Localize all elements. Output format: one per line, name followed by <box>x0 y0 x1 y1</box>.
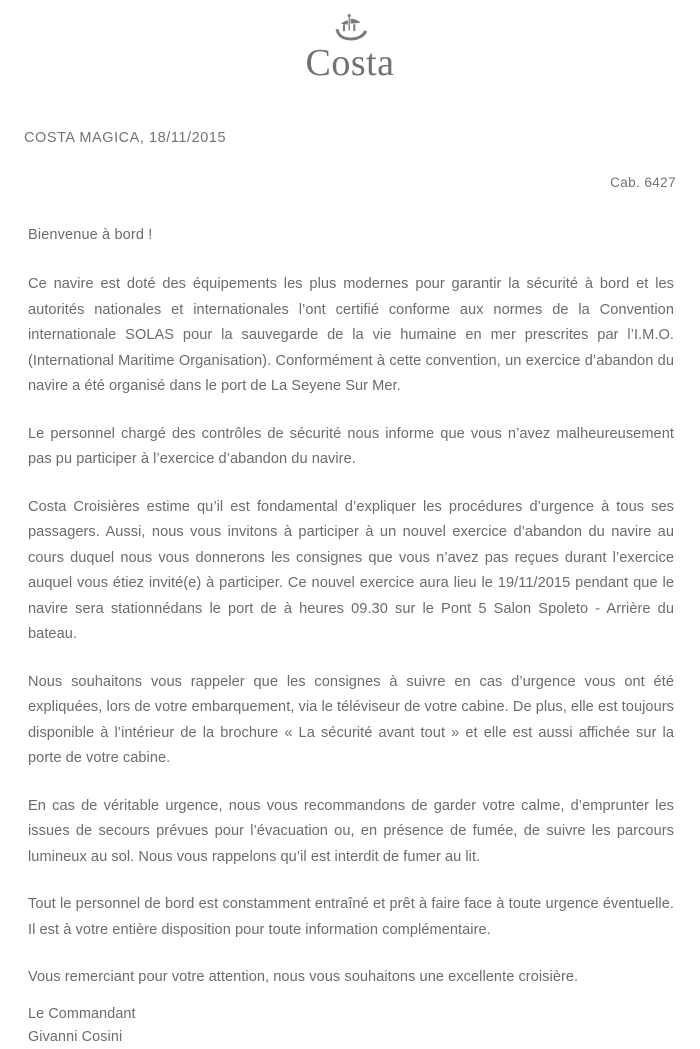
costa-logo <box>18 0 682 82</box>
signature-title: Le Commandant <box>28 1005 136 1022</box>
costa-ship-funnel-icon <box>323 12 377 46</box>
paragraph: Vous remerciant pour votre attention, nous vous souhaitons une excellente croisière. <box>28 969 579 985</box>
cabin-number: Cab. 6427 <box>610 175 676 190</box>
letter-body <box>18 224 682 991</box>
paragraph: Costa Croisières estime qu’il est fondamental d’expliquer les procédures d’urgence à tous ses passagers. Aussi, nous vous invitons à participer à un nouvel exercice d’abandon du navire au cours duquel nous vous donnerons les consignes que vous n’avez pas reçues durant l’exercice auquel vous étiez invité(e) à participer. Ce nouvel exercice aura lieu le 19/11/2015 pendant que le navire sera stationnédans le port de à heures 09.30 sur le Pont 5 Salon Spoleto - Arrière du bateau. <box>28 498 674 642</box>
costa-wordmark: Costa <box>305 42 395 84</box>
signature-name: Givanni Cosini <box>28 1028 123 1045</box>
paragraph: Tout le personnel de bord est constamment entraîné et prêt à faire face à toute urgence éventuelle. Il est à votre entière disposition pour toute information complémentaire. <box>28 896 674 938</box>
paragraph: Nous souhaitons vous rappeler que les consignes à suivre en cas d’urgence vous ont été expliquées, lors de votre embarquement, via le téléviseur de votre cabine. De plus, elle est toujours disponible à l’intérieur de la brochure « La sécurité avant tout » et elle est aussi affichée sur la porte de votre cabine. <box>28 673 674 766</box>
paragraph: Le personnel chargé des contrôles de sécurité nous informe que vous n’avez malheureusement pas pu participer à l’exercice d’abandon du navire. <box>28 425 674 467</box>
paragraph: En cas de véritable urgence, nous vous recommandons de garder votre calme, d’emprunter les issues de secours prévues pour l’évacuation ou, en présence de fumée, de suivre les parcours lumineux au sol. Nous vous rappelons qu’il est interdit de fumer au lit. <box>28 797 674 865</box>
signature-block <box>18 1003 682 1049</box>
ship-and-date-line: COSTA MAGICA, 18/11/2015 <box>24 130 227 146</box>
greeting-line: Bienvenue à bord ! <box>28 227 153 243</box>
paragraph: Ce navire est doté des équipements les plus modernes pour garantir la sécurité à bord et les autorités nationales et internationales l’ont certifié conforme aux normes de la Convention internationale SOLAS pour la sauvegarde de la vie humaine en mer prescrites par l’I.M.O. (International Maritime Organisation). Conformément à cette convention, un exercice d’abandon du navire a été organisé dans le port de La Seyene Sur Mer. <box>28 276 674 394</box>
